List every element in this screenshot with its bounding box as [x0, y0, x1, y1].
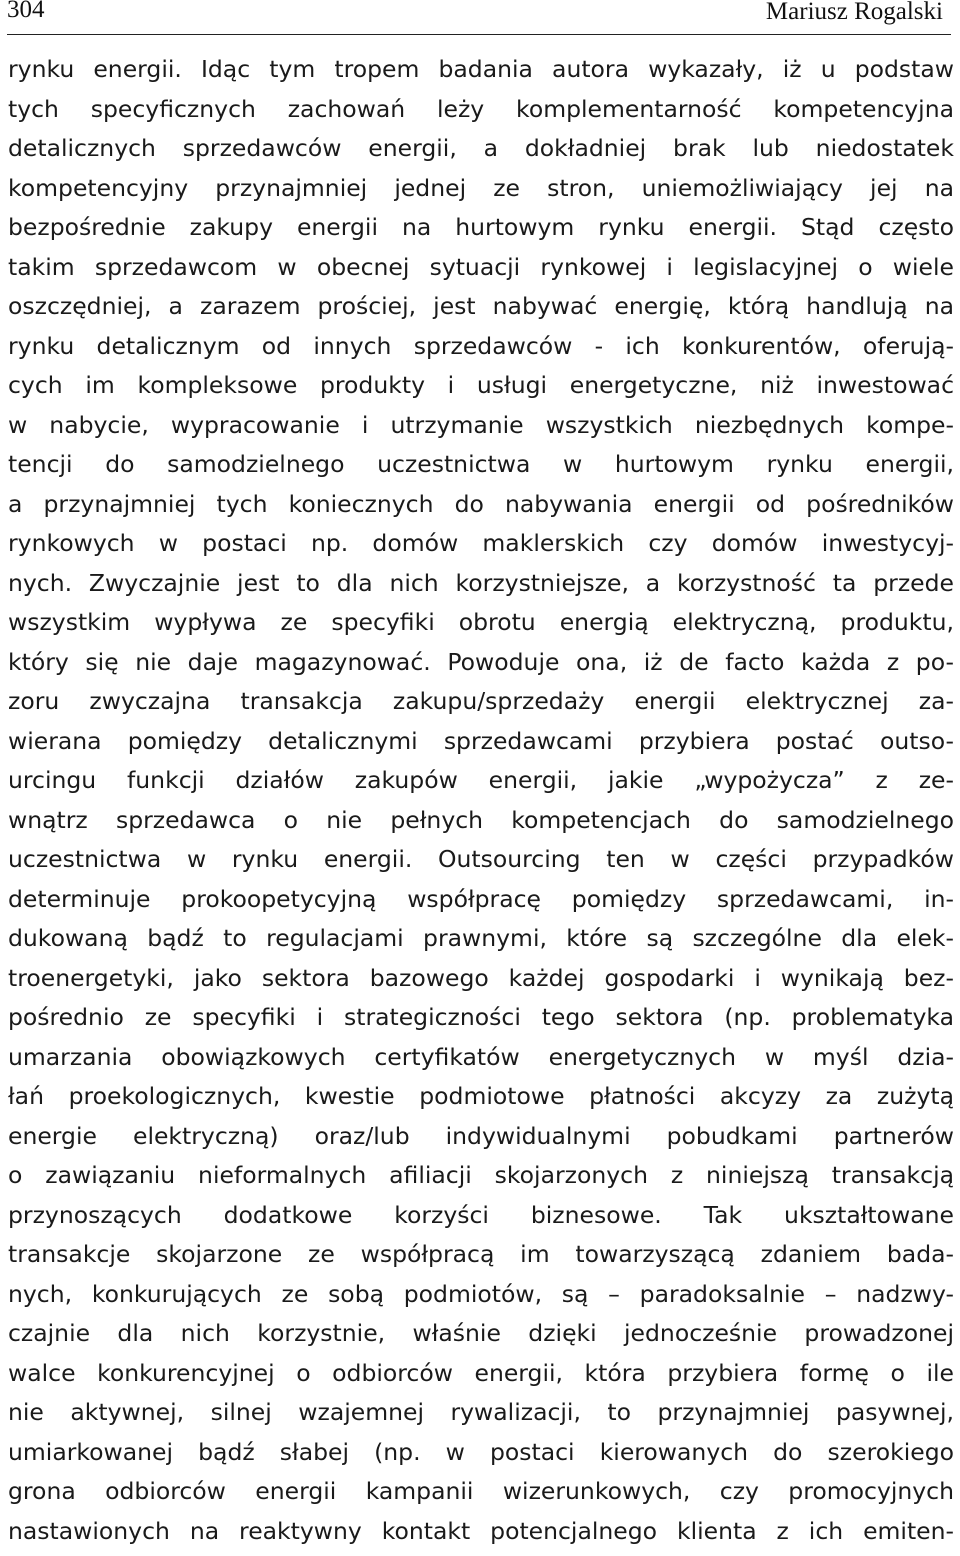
body-paragraph [8, 50, 954, 1551]
text-line: który się nie daje magazynować. Powoduje ona, iż de facto każda z po- [8, 647, 954, 676]
text-line: tencji do samodzielnego uczestnictwa w hurtowym rynku energii, [8, 450, 954, 478]
text-line: zoru zwyczajna transakcja zakupu/sprzedaży energii elektrycznej za- [8, 687, 954, 715]
text-line: umarzania obowiązkowych certyfikatów energetycznych w myśl dzia- [8, 1042, 954, 1071]
text-line: tych specyficznych zachowań leży komplementarność kompetencyjna [8, 94, 954, 123]
text-line: dukowaną bądź to regulacjami prawnymi, które są szczególne dla elek- [8, 924, 954, 952]
text-line: rynkowych w postaci np. domów maklerskich czy domów inwestycyj- [8, 529, 954, 557]
text-line: grona odbiorców energii kampanii wizerunkowych, czy promocyjnych [8, 1477, 954, 1505]
text-line: a przynajmniej tych koniecznych do nabywania energii od pośredników [8, 489, 954, 518]
text-line: łań proekologicznych, kwestie podmiotowe płatności akcyzy za zużytą [8, 1082, 954, 1110]
page-header [7, 0, 953, 30]
text-line: nastawionych na reaktywny kontakt potencjalnego klienta z ich emiten- [8, 1516, 954, 1545]
header-rule [7, 34, 951, 35]
text-line: nych. Zwyczajnie jest to dla nich korzystniejsze, a korzystność ta przede [8, 568, 954, 597]
text-line: przynoszących dodatkowe korzyści biznesowe. Tak ukształtowane [8, 1200, 954, 1229]
text-line: pośrednio ze specyfiki i strategiczności tego sektora (np. problematyka [8, 1003, 954, 1031]
text-line: detalicznych sprzedawców energii, a dokładniej brak lub niedostatek [8, 134, 954, 162]
text-line: w nabycie, wypracowanie i utrzymanie wszystkich niezbędnych kompe- [8, 410, 954, 439]
text-line: takim sprzedawcom w obecnej sytuacji rynkowej i legislacyjnej o wiele [8, 252, 954, 281]
text-line: wnątrz sprzedawca o nie pełnych kompetencjach do samodzielnego [8, 805, 954, 834]
text-line: kompetencyjny przynajmniej jednej ze stron, uniemożliwiający jej na [8, 173, 954, 202]
text-line: oszczędniej, a zarazem prościej, jest nabywać energię, którą handlują na [8, 292, 954, 320]
page-number: 304 [7, 0, 45, 23]
text-line: cych im kompleksowe produkty i usługi energetyczne, niż inwestować [8, 371, 954, 399]
text-line: wszystkim wypływa ze specyfiki obrotu energią elektryczną, produktu, [8, 608, 954, 636]
text-line: walce konkurencyjnej o odbiorców energii, która przybiera formę o ile [8, 1358, 954, 1387]
text-line: determinuje prokoopetycyjną współpracę pomiędzy sprzedawcami, in- [8, 884, 954, 913]
text-line: uczestnictwa w rynku energii. Outsourcing ten w części przypadków [8, 845, 954, 873]
text-line: energie elektryczną) oraz/lub indywidualnymi pobudkami partnerów [8, 1121, 954, 1150]
text-line: nie aktywnej, silnej wzajemnej rywalizacji, to przynajmniej pasywnej, [8, 1398, 954, 1426]
text-line: transakcje skojarzone ze współpracą im towarzyszącą zdaniem bada- [8, 1240, 954, 1268]
text-line: wierana pomiędzy detalicznymi sprzedawcami przybiera postać outso- [8, 726, 954, 755]
text-line: rynku detalicznym od innych sprzedawców - ich konkurentów, oferują- [8, 331, 954, 360]
text-line: rynku energii. Idąc tym tropem badania autora wykazały, iż u podstaw [8, 55, 954, 83]
text-line: nych, konkurujących ze sobą podmiotów, są – paradoksalnie – nadzwy- [8, 1279, 954, 1308]
text-line: urcingu funkcji działów zakupów energii, jakie „wypożycza” z ze- [8, 766, 954, 794]
text-line: umiarkowanej bądź słabej (np. w postaci kierowanych do szerokiego [8, 1437, 954, 1466]
text-line: troenergetyki, jako sektora bazowego każdej gospodarki i wynikają bez- [8, 963, 954, 992]
running-head-author: Mariusz Rogalski [765, 0, 943, 25]
text-line: o zawiązaniu nieformalnych afiliacji skojarzonych z niniejszą transakcją [8, 1161, 954, 1189]
text-line: czajnie dla nich korzystnie, właśnie dzięki jednocześnie prowadzonej [8, 1319, 954, 1347]
text-line: bezpośrednie zakupy energii na hurtowym rynku energii. Stąd często [8, 213, 954, 241]
